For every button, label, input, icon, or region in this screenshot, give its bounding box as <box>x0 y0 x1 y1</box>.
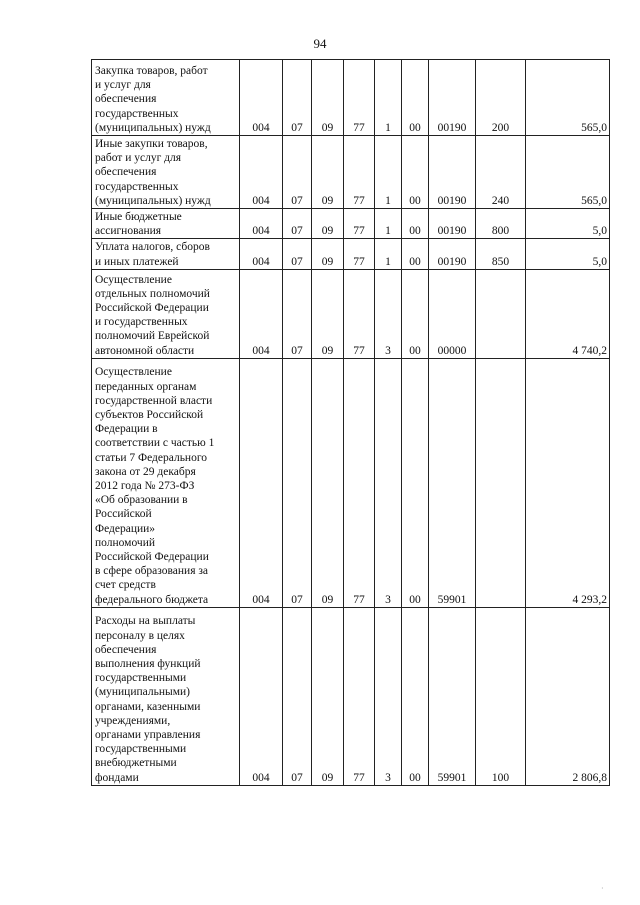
subsection-code-cell: 09 <box>312 269 344 358</box>
activity-code-cell: 00 <box>402 607 429 785</box>
expense-type-cell <box>476 269 526 358</box>
subsection-code-cell: 09 <box>312 239 344 269</box>
program-code-cell: 77 <box>344 358 375 607</box>
row-name-cell: Уплата налогов, сборов и иных платежей <box>92 239 240 269</box>
subprogram-code-cell: 1 <box>375 239 402 269</box>
subsection-code-cell: 09 <box>312 607 344 785</box>
ministry-code-cell: 004 <box>240 269 283 358</box>
ministry-code-cell: 004 <box>240 60 283 136</box>
table-row <box>92 269 610 358</box>
activity-code-cell: 00 <box>402 358 429 607</box>
amount-cell: 4 740,2 <box>526 269 610 358</box>
subprogram-code-cell: 1 <box>375 60 402 136</box>
section-code-cell: 07 <box>283 269 312 358</box>
expense-type-cell: 240 <box>476 136 526 209</box>
section-code-cell: 07 <box>283 607 312 785</box>
ministry-code-cell: 004 <box>240 239 283 269</box>
amount-cell: 5,0 <box>526 209 610 239</box>
amount-cell: 2 806,8 <box>526 607 610 785</box>
direction-code-cell: 59901 <box>429 358 476 607</box>
direction-code-cell: 00000 <box>429 269 476 358</box>
activity-code-cell: 00 <box>402 239 429 269</box>
ministry-code-cell: 004 <box>240 209 283 239</box>
subsection-code-cell: 09 <box>312 136 344 209</box>
page-number: 94 <box>313 36 327 51</box>
program-code-cell: 77 <box>344 60 375 136</box>
row-name-cell: Расходы на выплаты персоналу в целях обеспечения выполнения функций государственными (муниципальными) органами, казенными учреждениями, органами управления государственными внебюджетными фондами <box>92 607 240 785</box>
subprogram-code-cell: 3 <box>375 269 402 358</box>
expense-type-cell: 200 <box>476 60 526 136</box>
row-name-cell: Иные бюджетные ассигнования <box>92 209 240 239</box>
subprogram-code-cell: 1 <box>375 209 402 239</box>
direction-code-cell: 00190 <box>429 239 476 269</box>
activity-code-cell: 00 <box>402 209 429 239</box>
section-code-cell: 07 <box>283 209 312 239</box>
row-name-cell: Иные закупки товаров, работ и услуг для обеспечения государственных (муниципальных) нужд <box>92 136 240 209</box>
program-code-cell: 77 <box>344 269 375 358</box>
expense-type-cell: 850 <box>476 239 526 269</box>
subprogram-code-cell: 3 <box>375 607 402 785</box>
table-row <box>92 239 610 269</box>
table-row <box>92 209 610 239</box>
table-row <box>92 136 610 209</box>
section-code-cell: 07 <box>283 60 312 136</box>
scan-speck: · <box>601 884 604 893</box>
budget-table <box>91 59 610 786</box>
activity-code-cell: 00 <box>402 60 429 136</box>
program-code-cell: 77 <box>344 209 375 239</box>
ministry-code-cell: 004 <box>240 136 283 209</box>
subprogram-code-cell: 1 <box>375 136 402 209</box>
ministry-code-cell: 004 <box>240 358 283 607</box>
amount-cell: 565,0 <box>526 60 610 136</box>
amount-cell: 565,0 <box>526 136 610 209</box>
table-row <box>92 358 610 607</box>
subsection-code-cell: 09 <box>312 358 344 607</box>
expense-type-cell: 800 <box>476 209 526 239</box>
expense-type-cell: 100 <box>476 607 526 785</box>
row-name-cell: Закупка товаров, работ и услуг для обеспечения государственных (муниципальных) нужд <box>92 60 240 136</box>
table-row <box>92 60 610 136</box>
amount-cell: 4 293,2 <box>526 358 610 607</box>
direction-code-cell: 00190 <box>429 209 476 239</box>
activity-code-cell: 00 <box>402 269 429 358</box>
direction-code-cell: 00190 <box>429 60 476 136</box>
program-code-cell: 77 <box>344 136 375 209</box>
amount-cell: 5,0 <box>526 239 610 269</box>
subsection-code-cell: 09 <box>312 209 344 239</box>
program-code-cell: 77 <box>344 607 375 785</box>
program-code-cell: 77 <box>344 239 375 269</box>
row-name-cell: Осуществление переданных органам государственной власти субъектов Российской Федерации в соответствии с частью 1 статьи 7 Федерального закона от 29 декабря 2012 года № 273-ФЗ «Об образовании в Российской Федерации» полномочий Российской Федерации в сфере образования за счет средств федерального бюджета <box>92 358 240 607</box>
activity-code-cell: 00 <box>402 136 429 209</box>
table-row <box>92 607 610 785</box>
ministry-code-cell: 004 <box>240 607 283 785</box>
row-name-cell: Осуществление отдельных полномочий Российской Федерации и государственных полномочий Еврейской автономной области <box>92 269 240 358</box>
expense-type-cell <box>476 358 526 607</box>
direction-code-cell: 59901 <box>429 607 476 785</box>
direction-code-cell: 00190 <box>429 136 476 209</box>
subsection-code-cell: 09 <box>312 60 344 136</box>
section-code-cell: 07 <box>283 239 312 269</box>
subprogram-code-cell: 3 <box>375 358 402 607</box>
section-code-cell: 07 <box>283 358 312 607</box>
section-code-cell: 07 <box>283 136 312 209</box>
